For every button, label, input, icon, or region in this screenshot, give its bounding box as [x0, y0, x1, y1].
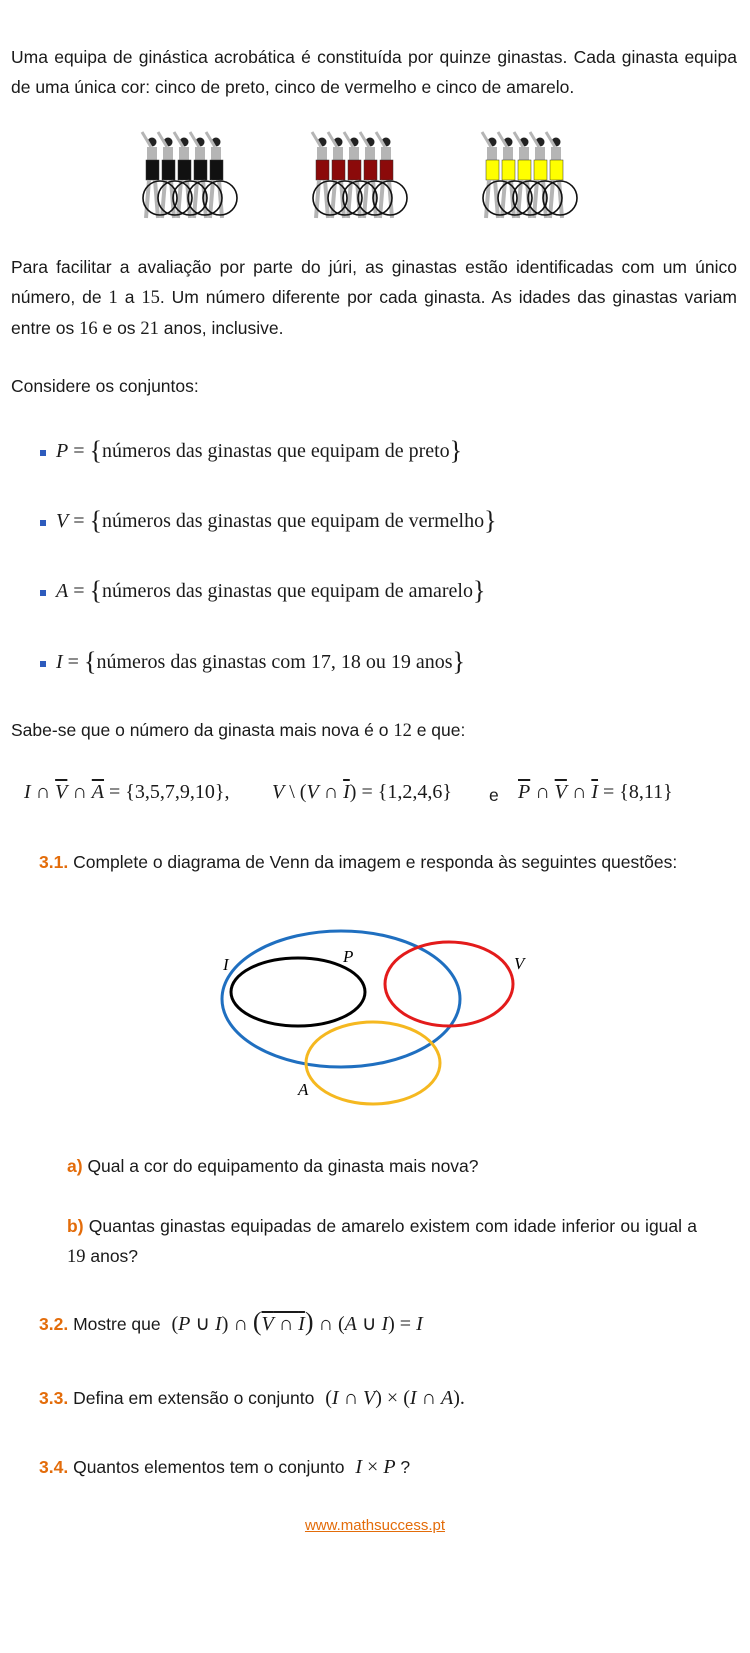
set-p-ellipse — [231, 958, 365, 1026]
formula-2: V \ (V ∩ $\overline{I}) = \{1,2,4,6\}$ — [272, 781, 452, 803]
formula-3: $\overline{P}$ ∩ $\overline{V}$ ∩ $\overline{I} = \{8,11\}$ — [518, 781, 673, 803]
question-3-4: 3.4. Quantos elementos tem o conjunto I × P ? — [39, 1456, 411, 1478]
gymnast-figure — [344, 132, 361, 218]
label-p: P — [343, 947, 354, 966]
intro-paragraph-3: Considere os conjuntos: — [11, 376, 199, 396]
question-3-3: 3.3. Defina em extensão o conjunto (I ∩ V) × (I ∩ A). — [39, 1387, 465, 1409]
label-a: A — [298, 1080, 309, 1099]
gymnast-group — [482, 132, 577, 218]
footer-link[interactable]: www.mathsuccess.pt — [304, 1517, 446, 1534]
gymnasts-illustration — [130, 128, 590, 223]
set-i-ellipse — [222, 931, 460, 1067]
set-definition-p: P = {números das ginastas que equipam de preto} — [56, 436, 463, 465]
question-a: a) Qual a cor do equipamento da ginasta mais nova? — [67, 1156, 479, 1176]
venn-diagram — [210, 925, 530, 1110]
label-v: V — [514, 954, 525, 973]
question-b: b) Quantas ginastas equipadas de amarelo existem com idade inferior ou igual a 19 anos? — [67, 1216, 698, 1267]
intro-paragraph-2: Para facilitar a avaliação por parte do júri, as ginastas estão identificadas com um único número, de 1 a 15. Um número diferente por cada ginasta. As idades das ginastas variam entre os 16 e os 21 anos, inclusive. — [11, 257, 737, 339]
formula-1: I ∩ $\overline{V}$ ∩ $\overline{A} = \{3,5,7,9,10\}$, — [24, 781, 230, 803]
intro-paragraph-1: Uma equipa de ginástica acrobática é constituída por quinze ginastas. Cada ginasta equipa de uma única cor: cinco de preto, cinco de vermelho e cinco de amarelo. — [11, 47, 737, 97]
set-v-ellipse — [385, 942, 513, 1026]
set-a-ellipse — [306, 1022, 440, 1104]
gymnast-figure — [328, 132, 345, 218]
set-definition-a: A = {números das ginastas que equipam de amarelo} — [56, 576, 486, 605]
bullet-icon — [40, 661, 46, 667]
gymnast-figure — [158, 132, 175, 218]
set-definition-v: V = {números das ginastas que equipam de vermelho} — [56, 506, 497, 535]
question-3-1: 3.1. Complete o diagrama de Venn da imagem e responda às seguintes questões: — [39, 852, 678, 872]
gymnast-figure — [174, 132, 191, 218]
gymnast-group — [312, 132, 407, 218]
gymnast-group — [142, 132, 237, 218]
bullet-icon — [40, 520, 46, 526]
known-intro: Sabe-se que o número da ginasta mais nova é o 12 e que: — [11, 720, 466, 741]
label-i: I — [223, 955, 229, 974]
conjunction: e — [489, 785, 499, 805]
gymnast-figure — [498, 132, 515, 218]
bullet-icon — [40, 590, 46, 596]
gymnast-figure — [514, 132, 531, 218]
question-3-2: 3.2. Mostre que (P ∪ I) ∩ (V ∩ I) ∩ (A ∪ I) = I — [39, 1307, 423, 1336]
bullet-icon — [40, 450, 46, 456]
set-definition-i: I = {números das ginastas com 17, 18 ou 19 anos} — [56, 647, 465, 676]
